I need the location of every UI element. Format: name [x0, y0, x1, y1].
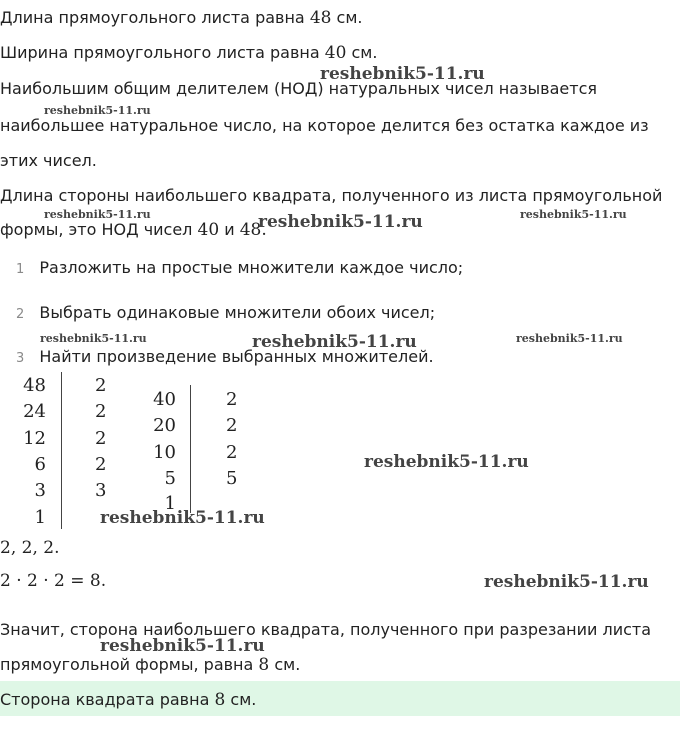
- prime-factor: 2: [226, 389, 238, 410]
- conclusion-unit: см.: [274, 655, 301, 674]
- gcd-definition-line-2: наибольшее натуральное число, на которое делится без остатка каждое из: [0, 116, 649, 135]
- division-bar: [190, 385, 191, 513]
- watermark: reshebnik5-11.ru: [100, 636, 265, 656]
- prime-factor: 2: [95, 454, 107, 475]
- conclusion-line-2: [0, 655, 300, 675]
- product-equation: 2 · 2 · 2 = 8.: [0, 571, 107, 591]
- prime-factor: 2: [95, 375, 107, 396]
- length-text: Длина прямоугольного листа равна: [0, 8, 305, 27]
- dividend-20: 20: [153, 415, 176, 436]
- length-value: 48: [309, 8, 332, 28]
- width-value: 40: [324, 43, 347, 63]
- dividend-6: 6: [34, 454, 46, 475]
- dividend-3: 3: [34, 480, 46, 501]
- step-text: Разложить на простые множители каждое число;: [39, 258, 464, 277]
- prime-factor: 5: [226, 468, 238, 489]
- step-text: Выбрать одинаковые множители обоих чисел;: [39, 303, 436, 322]
- gcd-definition-line-3: этих чисел.: [0, 151, 97, 170]
- watermark: reshebnik5-11.ru: [44, 104, 151, 117]
- step-number: 2: [16, 307, 25, 322]
- watermark: reshebnik5-11.ru: [44, 208, 151, 221]
- length-paragraph: [0, 8, 363, 28]
- conclusion-value: 8: [258, 655, 270, 675]
- answer-text: [0, 690, 256, 710]
- watermark: reshebnik5-11.ru: [364, 452, 529, 472]
- prime-factor: 3: [95, 480, 107, 501]
- length-unit: см.: [336, 8, 363, 27]
- width-text: Ширина прямоугольного листа равна: [0, 43, 320, 62]
- dividend-24: 24: [23, 401, 46, 422]
- dividend-1: 1: [164, 493, 176, 514]
- prime-factor: 2: [95, 428, 107, 449]
- side-paragraph-line-2: [0, 220, 267, 240]
- step-item: [16, 303, 435, 322]
- step-number: 1: [16, 262, 25, 277]
- watermark: reshebnik5-11.ru: [520, 208, 627, 221]
- side-number-b: 48.: [239, 220, 267, 240]
- step-text: Найти произведение выбранных множителей.: [39, 347, 434, 366]
- watermark: reshebnik5-11.ru: [484, 572, 649, 592]
- dividend-1: 1: [34, 507, 46, 528]
- side-and: и: [224, 220, 235, 239]
- side-paragraph-line-1: Длина стороны наибольшего квадрата, полученного из листа прямоугольной: [0, 186, 663, 205]
- dividend-10: 10: [153, 442, 176, 463]
- watermark: reshebnik5-11.ru: [252, 332, 417, 352]
- dividend-48: 48: [23, 375, 46, 396]
- answer-label: Сторона квадрата равна: [0, 690, 210, 709]
- watermark: reshebnik5-11.ru: [40, 332, 147, 345]
- side-prefix: формы, это НОД чисел: [0, 220, 193, 239]
- watermark: reshebnik5-11.ru: [516, 332, 623, 345]
- side-number-a: 40: [197, 220, 220, 240]
- gcd-definition-line-1: Наибольшим общим делителем (НОД) натуральных чисел называется: [0, 79, 597, 98]
- dividend-40: 40: [153, 389, 176, 410]
- prime-factor: 2: [226, 442, 238, 463]
- conclusion-line-1: Значит, сторона наибольшего квадрата, полученного при разрезании листа: [0, 620, 652, 639]
- dividend-12: 12: [23, 428, 46, 449]
- answer-value: 8: [214, 690, 226, 710]
- division-bar: [61, 372, 62, 529]
- prime-factor: 2: [95, 401, 107, 422]
- width-paragraph: [0, 43, 377, 63]
- dividend-5: 5: [164, 468, 176, 489]
- common-factors: 2, 2, 2.: [0, 538, 60, 558]
- watermark: reshebnik5-11.ru: [258, 212, 423, 232]
- step-number: 3: [16, 351, 25, 366]
- prime-factor: 2: [226, 415, 238, 436]
- watermark: reshebnik5-11.ru: [320, 64, 485, 84]
- watermark: reshebnik5-11.ru: [100, 508, 265, 528]
- width-unit: см.: [351, 43, 378, 62]
- conclusion-prefix: прямоугольной формы, равна: [0, 655, 254, 674]
- answer-unit: см.: [230, 690, 257, 709]
- step-item: [16, 258, 463, 277]
